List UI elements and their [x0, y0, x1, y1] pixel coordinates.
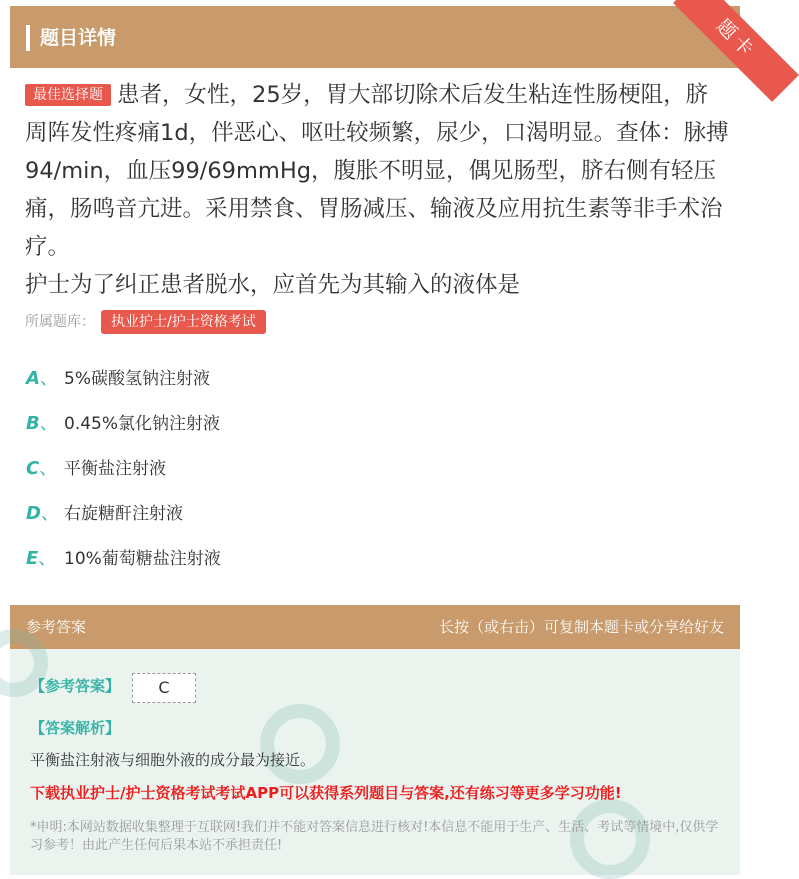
page-title: 题目详情: [40, 27, 117, 49]
header-accent-bar: [26, 25, 30, 51]
option-letter: B、: [26, 413, 58, 434]
option-list: [26, 356, 726, 581]
answer-value: C: [132, 673, 196, 703]
source-label: 所属题库：: [25, 314, 95, 330]
app-download-promo[interactable]: 下载执业护士/护士资格考试考试APP可以获得系列题目与答案,还有练习等更多学习功能!: [30, 784, 622, 802]
disclaimer: *申明:本网站数据收集整理于互联网!我们并不能对答案信息进行核对!本信息不能用于生产、生活、考试等情境中,仅供学习参考！由此产生任何后果本站不承担责任!: [30, 820, 719, 853]
question-text: [25, 76, 730, 304]
option-text: 10%葡萄糖盐注射液: [64, 549, 221, 569]
answer-header: [10, 605, 740, 649]
share-hint: 长按（或右击）可复制本题卡或分享给好友: [438, 618, 724, 636]
watermark-circle-icon: [260, 704, 340, 784]
option-c[interactable]: [26, 446, 726, 491]
option-letter: E、: [26, 548, 57, 569]
explanation-text: 平衡盐注射液与细胞外液的成分最为接近。: [30, 751, 316, 769]
ribbon-label: 题卡: [673, 0, 799, 102]
source-tag[interactable]: 执业护士/护士资格考试: [101, 310, 266, 334]
option-a[interactable]: [26, 356, 726, 401]
option-text: 右旋糖酐注射液: [64, 504, 183, 524]
option-text: 0.45%氯化钠注射液: [64, 414, 221, 434]
question-type-badge: 最佳选择题: [25, 84, 111, 106]
answer-label: 【参考答案】: [30, 677, 121, 695]
option-text: 5%碳酸氢钠注射液: [64, 369, 210, 389]
explanation-label: 【答案解析】: [30, 719, 121, 737]
option-letter: C、: [26, 458, 58, 479]
option-b[interactable]: [26, 401, 726, 446]
option-letter: A、: [26, 368, 58, 389]
question-stem: 患者，女性，25岁，胃大部切除术后发生粘连性肠梗阻，脐周阵发性疼痛1d，伴恶心、呕吐较频繁，尿少，口渴明显。查体：脉搏94/min，血压99/69mmHg，腹胀不明显，偶见肠型，脐右侧有轻压痛，肠鸣音亢进。采用禁食、胃肠减压、输液及应用抗生素等非手术治疗。: [25, 82, 729, 260]
option-text: 平衡盐注射液: [64, 459, 166, 479]
option-e[interactable]: [26, 536, 726, 581]
option-d[interactable]: [26, 491, 726, 536]
detail-header: [10, 6, 761, 68]
answer-card: [10, 649, 740, 875]
question-source: [25, 309, 266, 335]
option-letter: D、: [26, 503, 59, 524]
answer-header-title: 参考答案: [26, 618, 87, 636]
question-prompt: 护士为了纠正患者脱水，应首先为其输入的液体是: [25, 272, 521, 298]
